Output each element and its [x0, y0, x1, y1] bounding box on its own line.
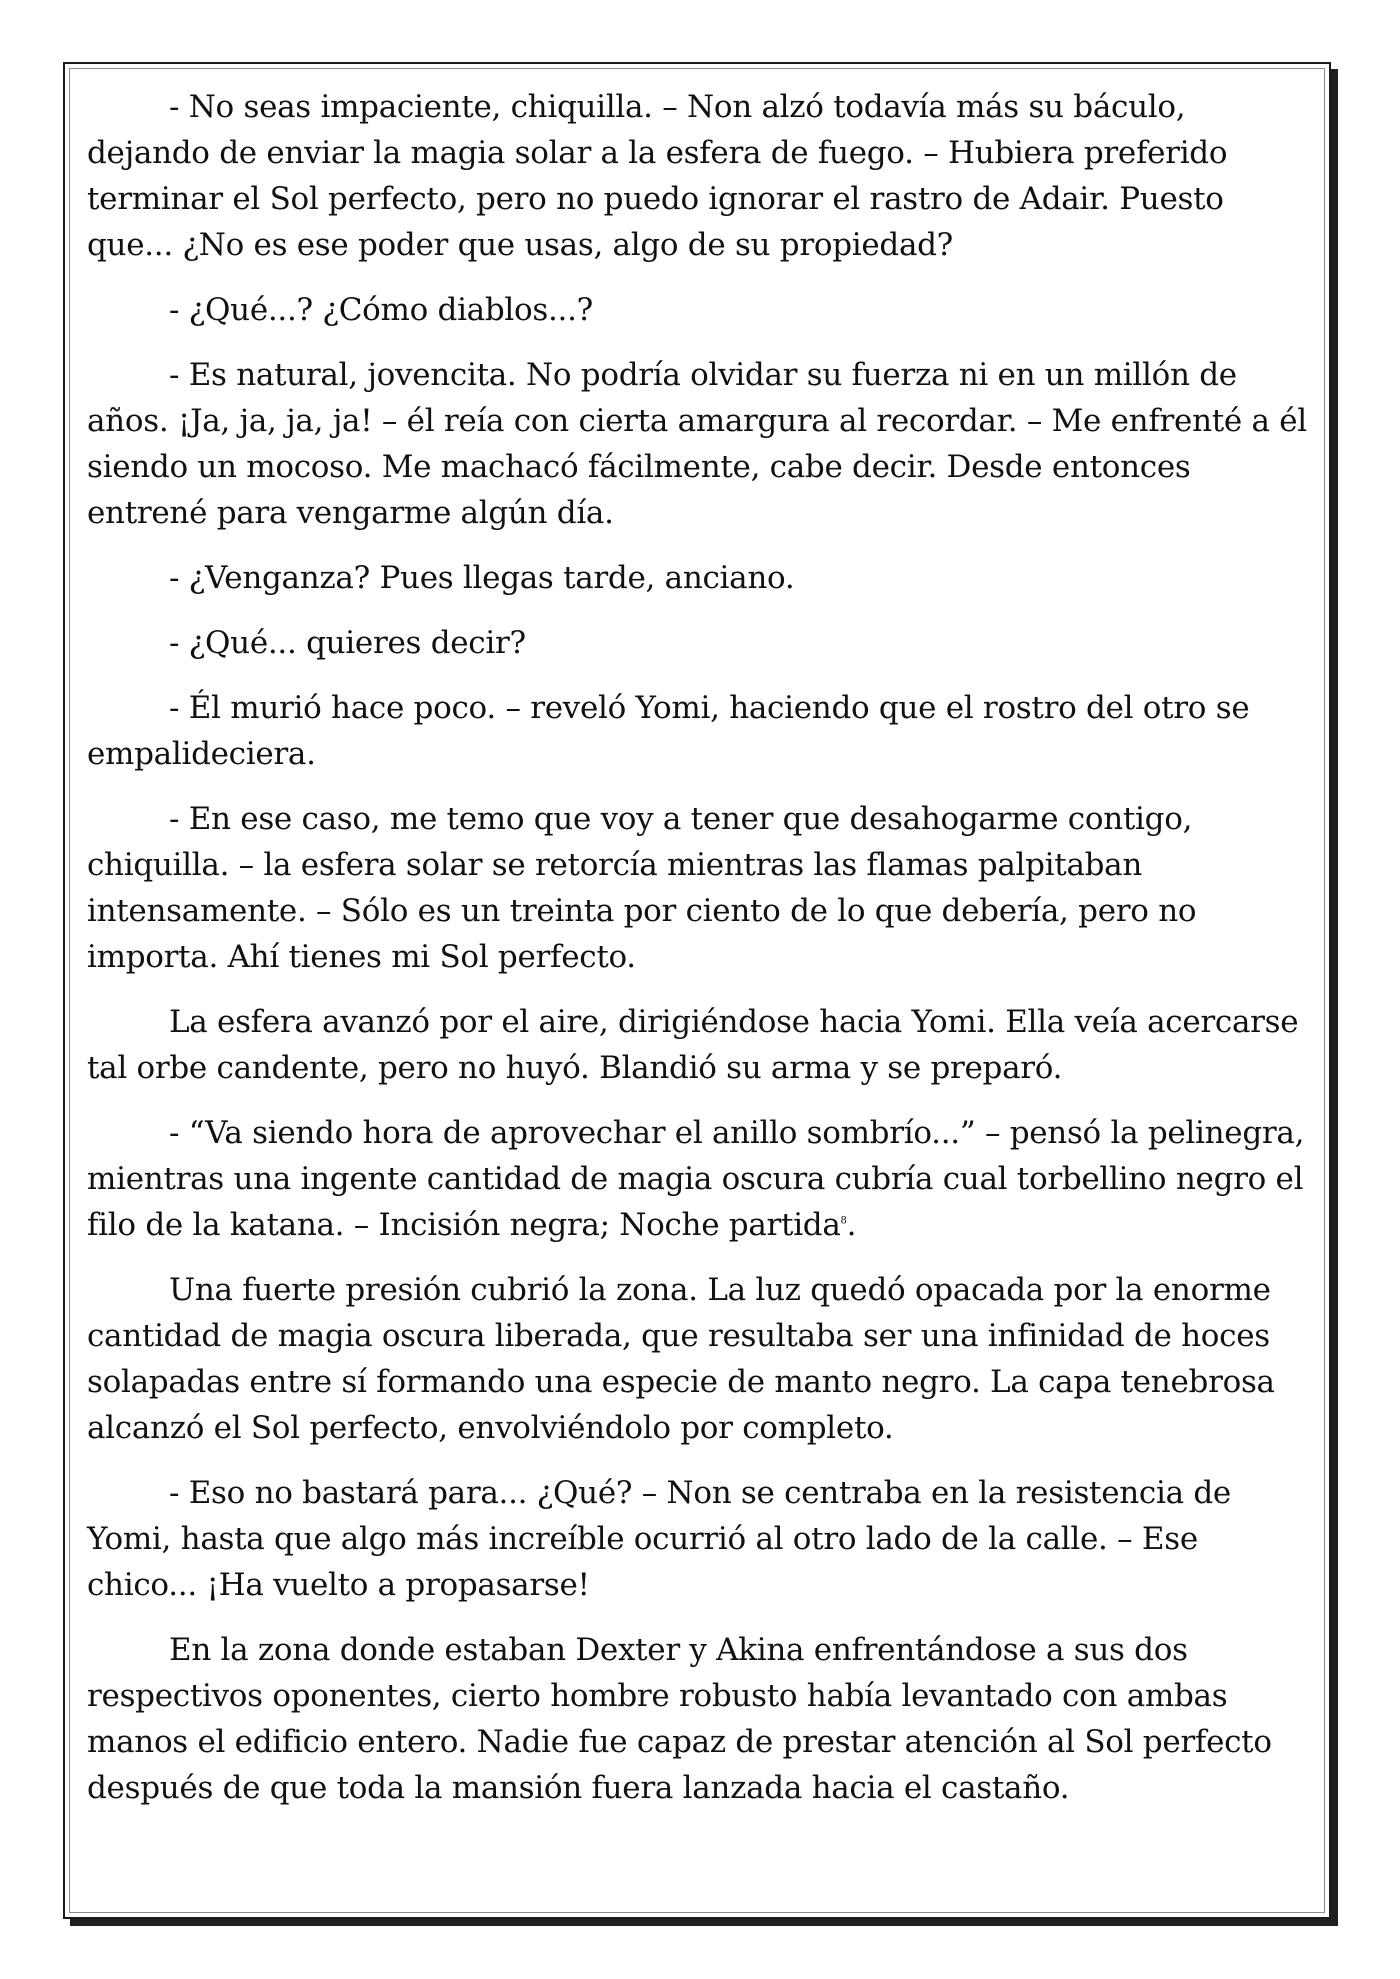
page-frame — [63, 62, 1331, 1919]
document-text — [87, 84, 1315, 1830]
footnote-marker[interactable]: 8 — [840, 1215, 847, 1227]
paragraph: - No seas impaciente, chiquilla. – Non alzó todavía más su báculo, dejando de enviar la magia solar a la esfera de fuego. – Hubiera preferido terminar el Sol perfecto, pero no puedo ignorar el rastro de Adair. Puesto que... ¿No es ese poder que usas, algo de su propiedad? — [87, 89, 1228, 263]
paragraph-text: - “Va siendo hora de aprovechar el anillo sombrío...” – pensó la pelinegra, mientras una ingente cantidad de magia oscura cubría cual torbellino negro el filo de la katana. – Incisión negra; Noche partida — [87, 1115, 1305, 1243]
paragraph: - ¿Qué...? ¿Cómo diablos...? — [169, 292, 593, 328]
paragraph: - ¿Qué... quieres decir? — [169, 625, 526, 661]
paragraph-with-footnote — [87, 1110, 1315, 1248]
paragraph: - En ese caso, me temo que voy a tener que desahogarme contigo, chiquilla. – la esfera solar se retorcía mientras las flamas palpitaban intensamente. – Sólo es un treinta por ciento de lo que debería, pero no importa. Ahí tienes mi Sol perfecto. — [87, 801, 1197, 975]
paragraph: - ¿Venganza? Pues llegas tarde, anciano. — [169, 560, 795, 596]
paragraph: - Es natural, jovencita. No podría olvidar su fuerza ni en un millón de años. ¡Ja, ja, ja, ja! – él reía con cierta amargura al recordar. – Me enfrenté a él siendo un mocoso. Me machacó fácilmente, cabe decir. Desde entonces entrené para vengarme algún día. — [87, 357, 1307, 531]
paragraph: La esfera avanzó por el aire, dirigiéndose hacia Yomi. Ella veía acercarse tal orbe candente, pero no huyó. Blandió su arma y se preparó. — [87, 1004, 1299, 1086]
paragraph: - Eso no bastará para... ¿Qué? – Non se centraba en la resistencia de Yomi, hasta que algo más increíble ocurrió al otro lado de la calle. – Ese chico... ¡Ha vuelto a propasarse! — [87, 1475, 1231, 1603]
paragraph-text-end: . — [846, 1207, 857, 1243]
paragraph: En la zona donde estaban Dexter y Akina enfrentándose a sus dos respectivos oponentes, cierto hombre robusto había levantado con ambas manos el edificio entero. Nadie fue capaz de prestar atención al Sol perfecto después de que toda la mansión fuera lanzada hacia el castaño. — [87, 1632, 1272, 1806]
paragraph: Una fuerte presión cubrió la zona. La luz quedó opacada por la enorme cantidad de magia oscura liberada, que resultaba ser una infinidad de hoces solapadas entre sí formando una especie de manto negro. La capa tenebrosa alcanzó el Sol perfecto, envolviéndolo por completo. — [87, 1272, 1275, 1446]
paragraph: - Él murió hace poco. – reveló Yomi, haciendo que el rostro del otro se empalideciera. — [87, 690, 1250, 772]
